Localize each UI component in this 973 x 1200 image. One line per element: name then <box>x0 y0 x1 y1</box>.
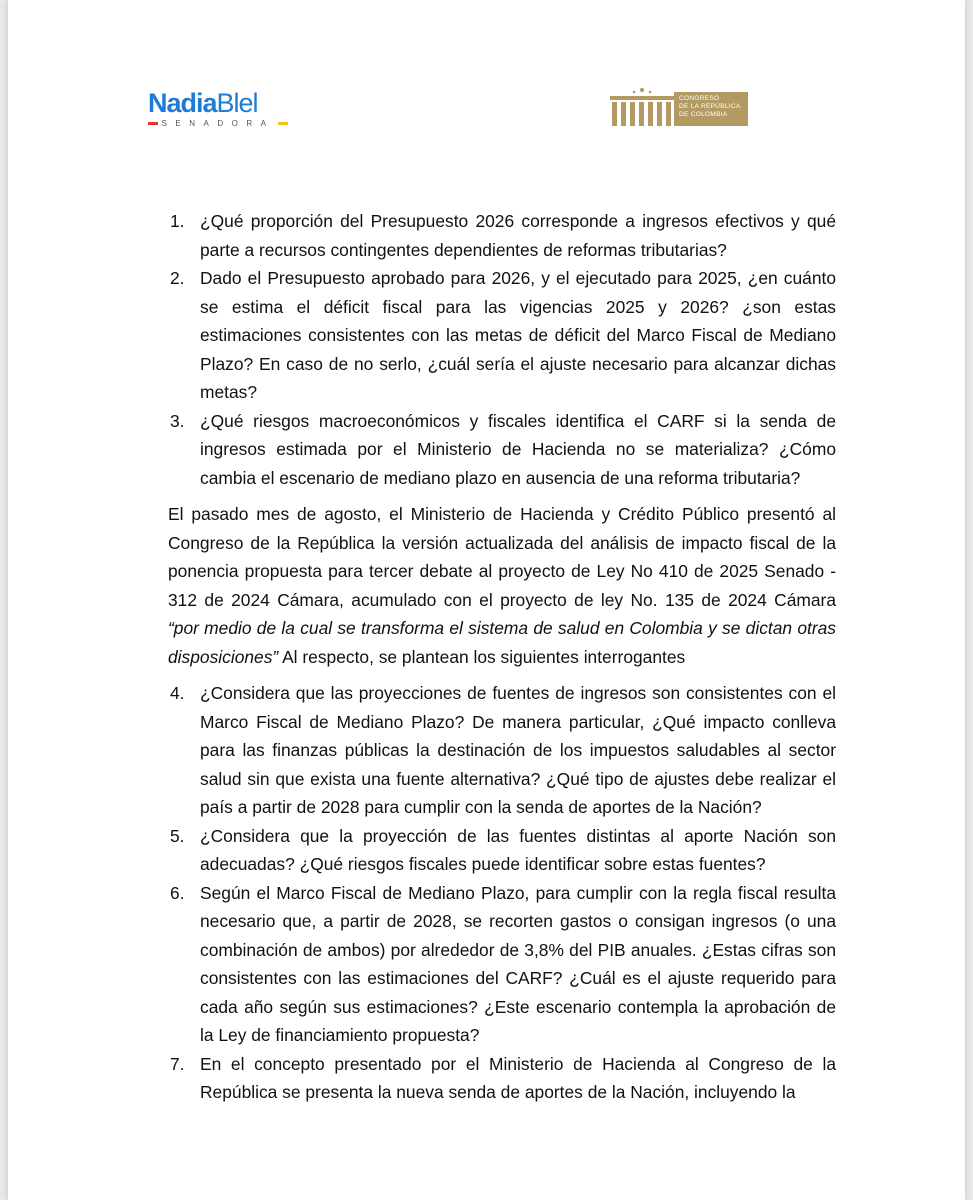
list-item: 3. ¿Qué riesgos macroeconómicos y fiscales identifica el CARF si la senda de ingresos estimada por el Ministerio de Hacienda no se materializa? ¿Cómo cambia el escenario de mediano plazo en ausencia de una reforma tributaria? <box>170 410 836 488</box>
question-list-b <box>168 679 836 1107</box>
list-item: 6. Según el Marco Fiscal de Mediano Plazo, para cumplir con la regla fiscal resulta necesario que, a partir de 2028, se recorten gastos o consigan ingresos (o una combinación de ambos) por alrededor de 3,8% del PIB anuales. ¿Estas cifras son consistentes con las estimaciones del CARF? ¿Cuál es el ajuste requerido para cada año según sus estimaciones? ¿Este escenario contempla la aprobación de la Ley de financiamiento propuesta? <box>170 882 836 1045</box>
document-page <box>8 0 965 1200</box>
capitol-building-icon <box>608 82 676 128</box>
congreso-logo <box>608 82 748 128</box>
logo-subtitle: SENADORA <box>161 119 275 128</box>
congreso-label: CONGRESO DE LA REPÚBLICA DE COLOMBIA <box>674 92 748 126</box>
question-list-a <box>168 207 836 492</box>
list-item: 5. ¿Considera que la proyección de las fuentes distintas al aporte Nación son adecuadas? ¿Qué riesgos fiscales puede identificar sobre estas fuentes? <box>170 825 836 874</box>
logo-subtitle-row <box>148 119 288 128</box>
list-item: 2. Dado el Presupuesto aprobado para 2026, y el ejecutado para 2025, ¿en cuánto se estima el déficit fiscal para las vigencias 2025 y 2026? ¿son estas estimaciones consistentes con las metas de déficit del Marco Fiscal de Mediano Plazo? En caso de no serlo, ¿cuál sería el ajuste necesario para alcanzar dichas metas? <box>170 268 836 402</box>
list-item: 4. ¿Considera que las proyecciones de fuentes de ingresos son consistentes con el Marco Fiscal de Mediano Plazo? De manera particular, ¿Qué impacto conlleva para las finanzas públicas la destinación de los impuestos saludables al sector salud sin que exista una fuente alternativa? ¿Qué tipo de ajustes debe realizar el país a partir de 2028 para cumplir con la senda de aportes de la Nación? <box>170 683 836 817</box>
logo-yellow-bar <box>278 122 288 125</box>
document-body <box>168 207 836 1107</box>
list-item: 1. ¿Qué proporción del Presupuesto 2026 corresponde a ingresos efectivos y qué parte a recursos contingentes dependientes de reformas tributarias? <box>170 211 836 260</box>
list-item: 7. En el concepto presentado por el Ministerio de Hacienda al Congreso de la República se presenta la nueva senda de aportes de la Nación, incluyendo la <box>170 1053 836 1102</box>
logo-name: NadiaBlel <box>148 88 258 118</box>
logo-red-bar <box>148 122 158 125</box>
body-paragraph: El pasado mes de agosto, el Ministerio de Hacienda y Crédito Público presentó al Congreso de la República la versión actualizada del análisis de impacto fiscal de la ponencia propuesta para tercer debate al proyecto de Ley No 410 de 2025 Senado - 312 de 2024 Cámara, acumulado con el proyecto de ley No. 135 de 2024 Cámara “por medio de la cual se transforma el sistema de salud en Colombia y se dictan otras disposiciones” Al respecto, se plantean los siguientes interrogantes <box>168 504 836 667</box>
nadia-blel-logo <box>148 88 288 128</box>
